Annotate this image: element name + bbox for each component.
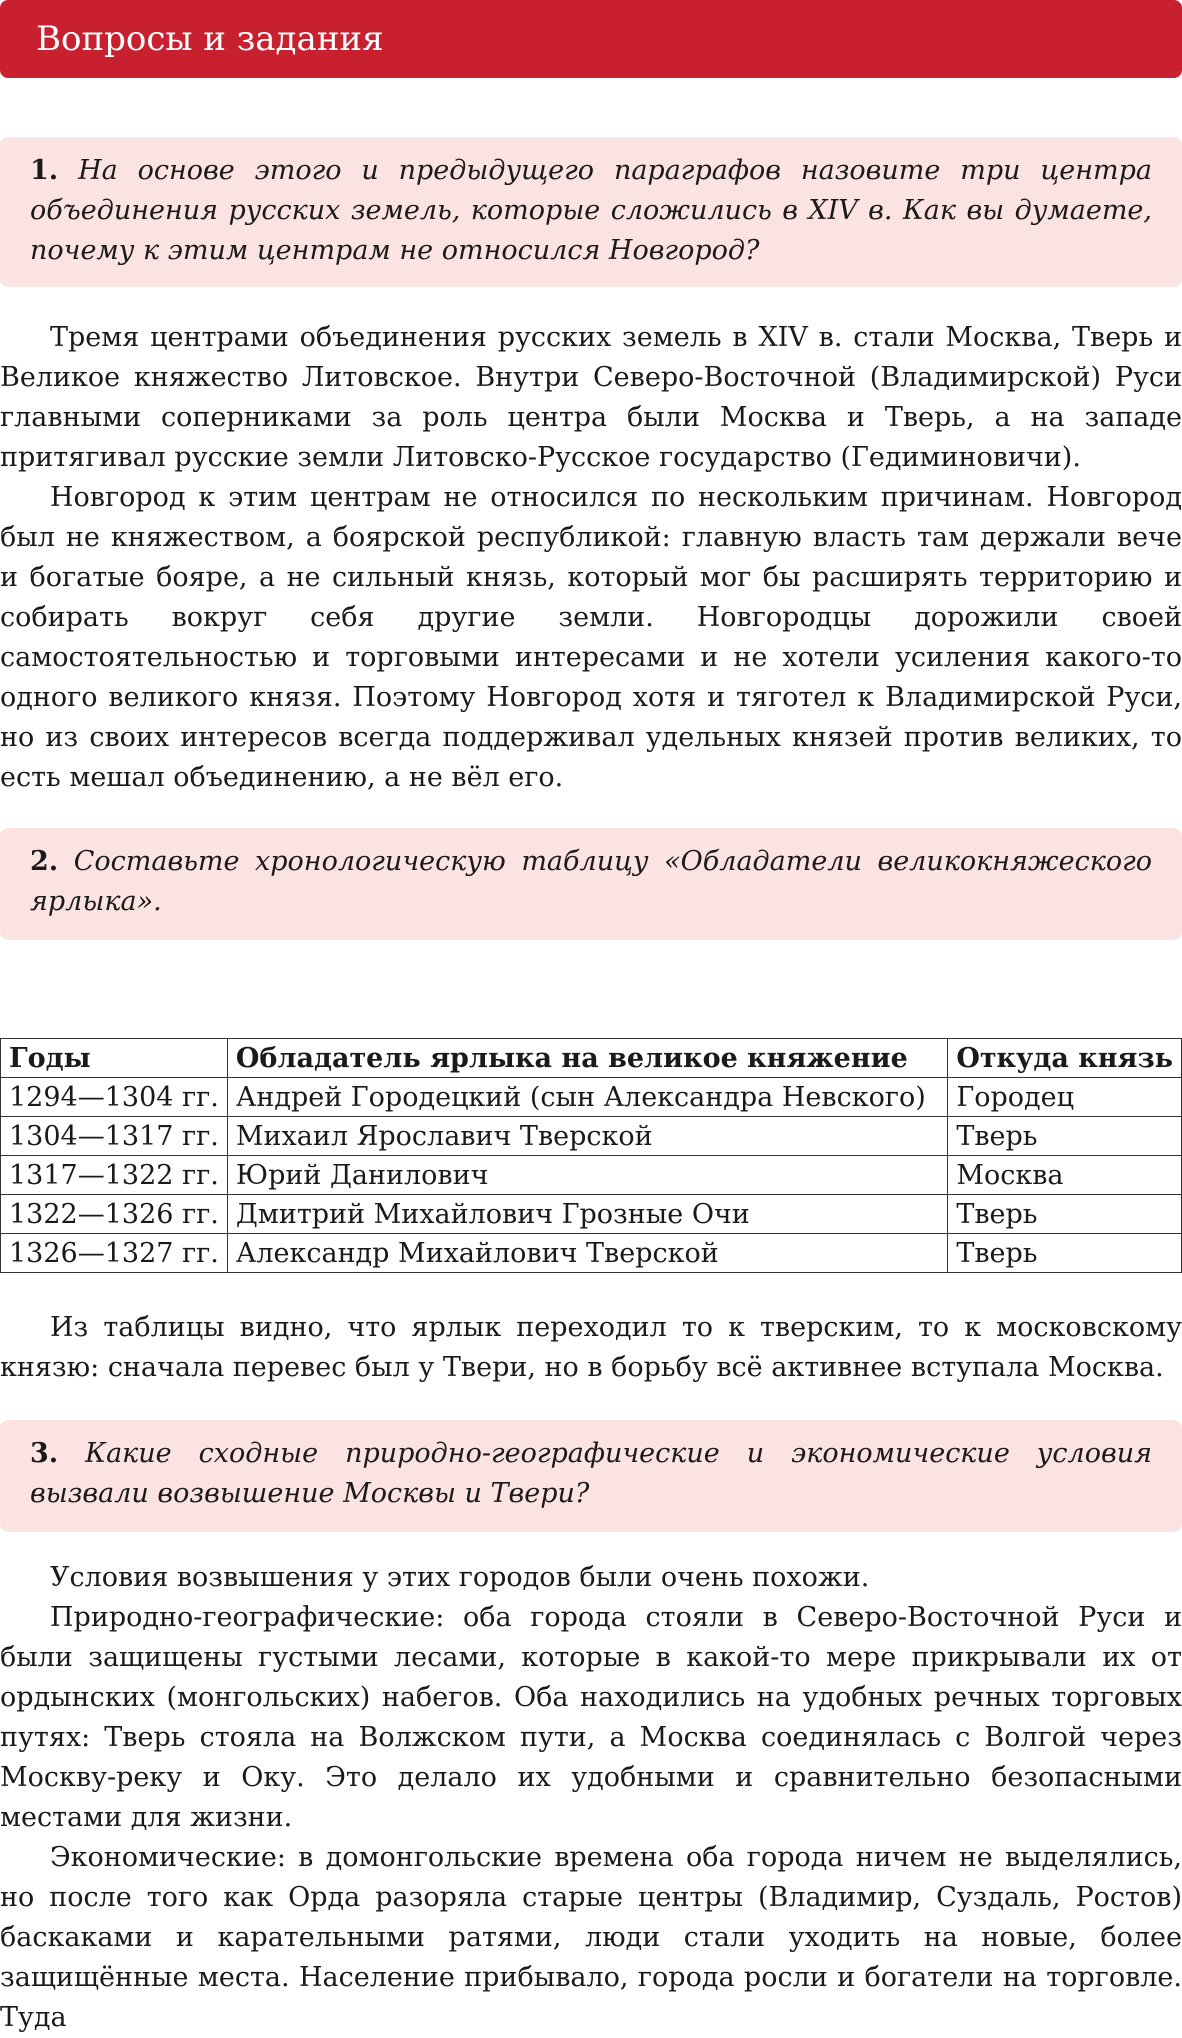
answer-1-paragraph-2: Новгород к этим центрам не относился по нескольким причинам. Новгород был не княжеством, а боярской республикой: главную власть там держали вече и богатые бояре, а не сильный князь, который мог бы расширять территорию и собирать вокруг себя другие земли. Новгородцы дорожили своей самостоятельностью и торговыми интересами и не хотели усиления какого-то одного великого князя. Поэтому Новгород хотя и тяготел к Владимирской Руси, но из своих интересов всегда поддерживал удельных князей против великих, то есть мешал объединению, а не вёл его.: [0, 482, 1182, 793]
answer-1: [0, 318, 1182, 798]
question-2-number: 2.: [30, 846, 59, 877]
table-cell-holder: Юрий Данилович: [227, 1156, 947, 1195]
table-header-row: [1, 1039, 1182, 1078]
table-row: [1, 1078, 1182, 1117]
chronology-table: [0, 1038, 1182, 1273]
table-header-years: Годы: [1, 1039, 228, 1078]
table-row: [1, 1156, 1182, 1195]
section-header: [0, 0, 1182, 78]
table-cell-origin: Тверь: [948, 1195, 1182, 1234]
table-cell-years: 1326—1327 гг.: [1, 1234, 228, 1273]
answer-3-paragraph-1: Условия возвышения у этих городов были очень похожи.: [50, 1562, 870, 1593]
question-3-text: Какие сходные природно-географические и экономические условия вызвали возвышение Москвы и Твери?: [30, 1438, 1152, 1509]
question-3-number: 3.: [30, 1438, 59, 1469]
table-cell-origin: Тверь: [948, 1117, 1182, 1156]
table-cell-years: 1294—1304 гг.: [1, 1078, 228, 1117]
answer-1-paragraph-1: Тремя центрами объединения русских земель в XIV в. стали Москва, Тверь и Великое княжество Литовское. Внутри Северо-Восточной (Владимирской) Руси главными соперниками за роль центра были Москва и Тверь, а на западе притягивал русские земли Литовско-Русское государство (Гедиминовичи).: [0, 322, 1182, 473]
table-cell-origin: Москва: [948, 1156, 1182, 1195]
section-title: Вопросы и задания: [36, 19, 384, 59]
question-1: [0, 137, 1182, 287]
answer-3: [0, 1558, 1182, 2038]
table-cell-years: 1322—1326 гг.: [1, 1195, 228, 1234]
answer-3-paragraph-3: Экономические: в домонгольские времена оба города ничем не выделялись, но после того как Орда разоряла старые центры (Владимир, Суздаль, Ростов) баскаками и карательными ратями, люди стали уходить на новые, более защищённые места. Население прибывало, города росли и богатели на торговле. Туда: [0, 1842, 1182, 2033]
table-header-holder: Обладатель ярлыка на великое княжение: [227, 1039, 947, 1078]
table-cell-holder: Дмитрий Михайлович Грозные Очи: [227, 1195, 947, 1234]
table-cell-holder: Александр Михайлович Тверской: [227, 1234, 947, 1273]
question-1-text: На основе этого и предыдущего параграфов назовите три центра объединения русских земель, которые сложились в XIV в. Как вы думаете, почему к этим центрам не относился Новгород?: [30, 155, 1152, 266]
answer-3-paragraph-2: Природно-географические: оба города стояли в Северо-Восточной Руси и были защищены густыми лесами, которые в какой-то мере прикрывали их от ордынских (монгольских) набегов. Оба находились на удобных речных торговых путях: Тверь стояла на Волжском пути, а Москва соединялась с Волгой через Москву-реку и Оку. Это делало их удобными и сравнительно безопасными местами для жизни.: [0, 1602, 1182, 1833]
table-cell-origin: Городец: [948, 1078, 1182, 1117]
table-row: [1, 1195, 1182, 1234]
table-cell-holder: Андрей Городецкий (сын Александра Невского): [227, 1078, 947, 1117]
answer-2-paragraph-1: Из таблицы видно, что ярлык переходил то к тверским, то к московскому князю: сначала перевес был у Твери, но в борьбу всё активнее вступала Москва.: [0, 1312, 1182, 1383]
question-1-number: 1.: [30, 155, 59, 186]
table-row: [1, 1234, 1182, 1273]
table-row: [1, 1117, 1182, 1156]
answer-2: [0, 1308, 1182, 1388]
table-cell-origin: Тверь: [948, 1234, 1182, 1273]
question-2: [0, 828, 1182, 940]
question-2-text: Составьте хронологическую таблицу «Обладатели великокняжеского ярлыка».: [30, 846, 1152, 917]
table-header-origin: Откуда князь: [948, 1039, 1182, 1078]
table-cell-holder: Михаил Ярославич Тверской: [227, 1117, 947, 1156]
table-cell-years: 1304—1317 гг.: [1, 1117, 228, 1156]
question-3: [0, 1420, 1182, 1532]
table-cell-years: 1317—1322 гг.: [1, 1156, 228, 1195]
